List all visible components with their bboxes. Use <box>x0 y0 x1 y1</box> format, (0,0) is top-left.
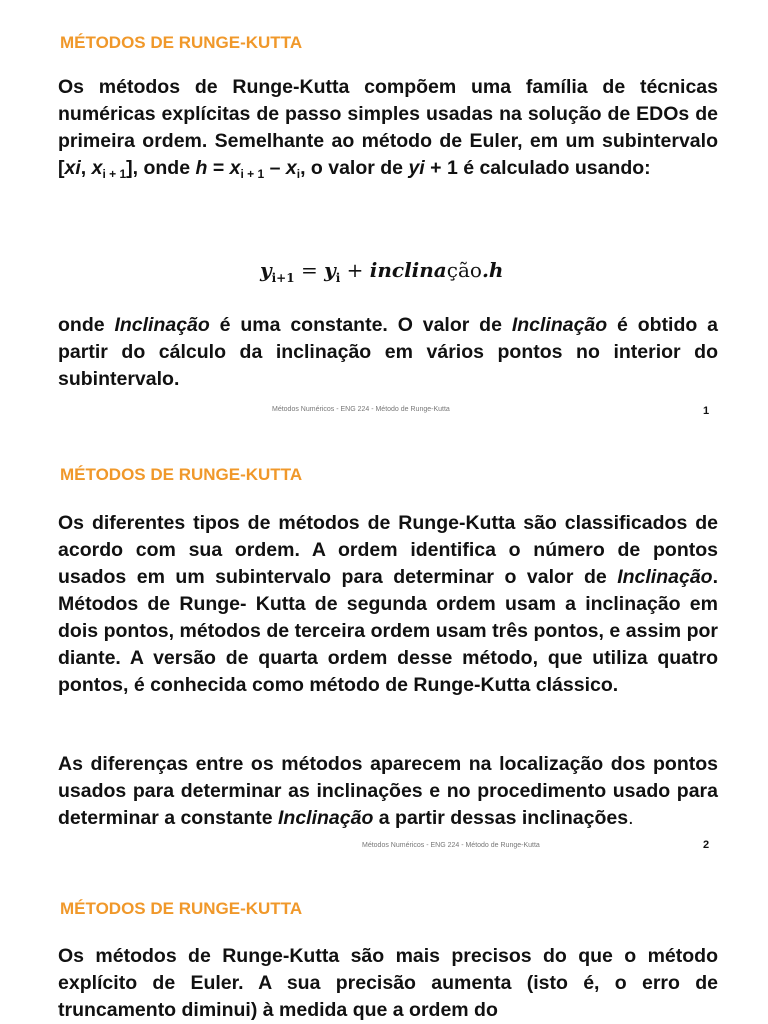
emphasis-inclinacao: Inclinação <box>617 566 713 588</box>
formula-subscript: i+1 <box>271 271 295 285</box>
slide-1-paragraph-2 <box>58 312 718 393</box>
text-run: – <box>264 157 286 179</box>
formula-subscript: i <box>335 271 341 285</box>
slide-1-footer: Métodos Numéricos - ENG 224 - Método de Runge-Kutta <box>272 406 450 413</box>
slide-1-page-number: 1 <box>703 405 710 417</box>
text-run: Os métodos de Runge-Kutta são mais precisos do que o método explícito de Euler. A sua precisão aumenta (isto é, o erro de truncamento diminui) à medida que a ordem do <box>58 945 718 1021</box>
var-x: x <box>229 157 241 179</box>
text-run: As diferenças entre os métodos aparecem na localização dos pontos usados para determinar as inclinações e no procedimento usado para determinar a constante <box>58 753 718 829</box>
formula-equals: = <box>294 258 325 282</box>
text-run: ], onde <box>126 157 196 179</box>
slide-3-paragraph-1 <box>58 943 718 1024</box>
text-run: a partir dessas inclinações <box>373 807 629 829</box>
slide-2-page-number: 2 <box>703 839 710 851</box>
emphasis-inclinacao: Inclinação <box>114 314 210 336</box>
text-run: Os diferentes tipos de métodos de Runge-Kutta são classificados de acordo com sua ordem. A ordem identifica o número de pontos usados em um subintervalo para determinar o valor de <box>58 512 718 588</box>
subscript: i + 1 <box>240 167 265 181</box>
slide-1-paragraph-1 <box>58 74 718 182</box>
emphasis-inclinacao: Inclinação <box>511 314 608 336</box>
text-run: , <box>80 157 92 179</box>
slide-2-title: MÉTODOS DE RUNGE-KUTTA <box>60 465 303 484</box>
slide-1-title: MÉTODOS DE RUNGE-KUTTA <box>60 33 303 52</box>
formula-inclina: inclina <box>369 258 447 282</box>
var-xi: xi <box>64 157 81 179</box>
text-run: é uma constante. O valor de <box>209 314 512 336</box>
formula-h: h <box>488 258 504 282</box>
formula-y: y <box>260 258 272 282</box>
var-x: x <box>285 157 297 179</box>
text-run: . Métodos de Runge- Kutta de segunda ordem usam a inclinação em dois pontos, métodos de terceira ordem usam três pontos, e assim por diante. A versão de quarta ordem desse método, que utiliza quatro pontos, é conhecida como método de Runge-Kutta clássico. <box>58 566 718 696</box>
formula-cao: ção <box>446 258 482 282</box>
text-run: onde <box>58 314 115 336</box>
var-h: h <box>195 157 208 179</box>
text-run: . <box>628 807 634 829</box>
formula-y: y <box>324 258 336 282</box>
formula-runge-kutta <box>260 258 504 285</box>
slide-2-footer: Métodos Numéricos - ENG 224 - Método de Runge-Kutta <box>362 842 540 849</box>
formula-plus: + <box>340 258 370 282</box>
slide-3-title: MÉTODOS DE RUNGE-KUTTA <box>60 899 303 918</box>
subscript: i <box>296 167 301 181</box>
emphasis-inclinacao: Inclinação <box>277 807 374 829</box>
subscript: i + 1 <box>102 167 127 181</box>
text-run: = <box>207 157 230 179</box>
var-yi: yi <box>408 157 425 179</box>
var-x: x <box>91 157 103 179</box>
text-run: + 1 é calculado usando: <box>424 157 651 179</box>
text-run: , o valor de <box>300 157 409 179</box>
formula-dot: . <box>481 258 489 282</box>
text-run: Os métodos de Runge-Kutta compõem uma família de técnicas numéricas explícitas de passo simples usadas na solução de EDOs de primeira ordem. Semelhante ao método de Euler, em um subintervalo [ <box>58 76 718 179</box>
text-run: é obtido a partir do cálculo da inclinação em vários pontos no interior do subintervalo. <box>58 314 719 390</box>
slide-2-paragraph-1 <box>58 510 718 699</box>
slide-2-paragraph-2 <box>58 751 718 832</box>
